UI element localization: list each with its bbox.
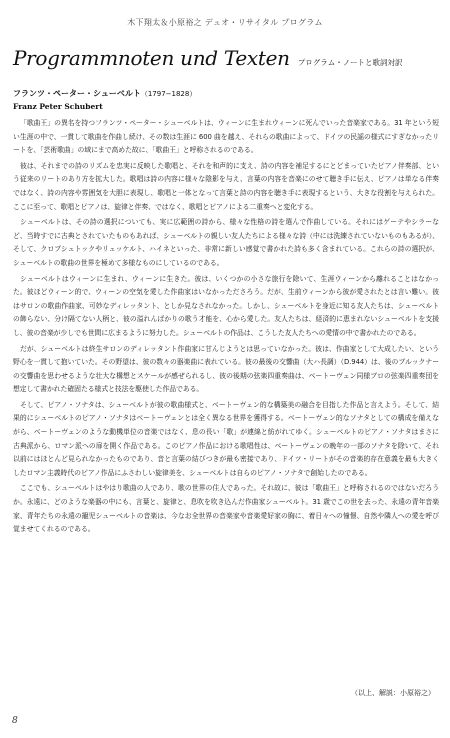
composer-name-en: Franz Peter Schubert (13, 102, 103, 111)
composer-name-ja: フランツ・ペーター・シューベルト (13, 89, 141, 98)
paragraph: シューベルトはウィーンに生まれ、ウィーンに生きた。彼は、いくつかの小さな旅行を除いて、生涯ウィーンから離れることはなかった。彼ほどウィーン的で、ウィーンの空気を愛した作曲家はいなかったださろう。だが、生前ウィーンから彼が愛されたとは言い難い。彼はサロンの歌曲作曲家、可妙なディレッタント、としか見なされなかった。しかし、シューベルトを身近に知る友人たちは、シューベルトの飾らない、分け隔てない人柄と、彼の溢れんばかりの歌う才能を、心から愛した。友人たちは、経済的に恵まれないシューベルトを支援し、彼の音楽が少しでも世間に広まるように努力した。シューベルトの作品は、こうした友人たちへの愛情の中で書かれたのである。 (13, 274, 439, 337)
program-notes-body (13, 117, 439, 539)
page-title (13, 46, 443, 70)
paragraph: シューベルトは、その詩の選択についても、実に広範囲の詩から、様々な性格の詩を選んで作曲している。それにはゲーテやシラーなど、当時すでに古典とされていたものもあれば、シューベルトの親しい友人たちによる様々な詩（中には洗練されていないものもあるが）、そして、クロプシュトックやリュッケルト、ハイネといった、非常に新しい感覚で書かれた詩も多く含まれている。これらの詩の選択が、シューベルトの歌曲の世界を極めて多様なものにしているのである。 (13, 218, 439, 267)
title-subtitle: プログラム・ノートと歌詞対訳 (297, 58, 403, 67)
title-main: Programmnoten und Texten (13, 46, 290, 70)
paragraph: 「歌曲王」の異名を持つフランツ・ペーター・シューベルトは、ウィーンに生まれウィーンに死んでいった音楽家である。31 年という短い生涯の中で、一貫して歌曲を作曲し続け、その数は生涯に 600 曲を越え、それらの歌曲によって、ドイツの民謡の様式にすぎなかったリートを、「芸術歌曲」の域にまで高めた故に、「歌曲王」と呼称されるのである。 (13, 119, 439, 155)
composer-years: （1797−1828） (140, 90, 197, 98)
paragraph: ここでも、シューベルトはやはり歌曲の人であり、歌の世界の住人であった。それ故に、彼は「歌曲王」と呼称されるのではないだろうか。永遠に、どのような楽器の中にも、言葉と、旋律と、息吹を吹き込んだ作曲家シューベルト。31 歳でこの世を去った、永遠の青年音楽家、青年たちの永遠の寵児シューベルトの音楽は、今なお全世界の音楽家や音楽愛好家の胸に、着日々への憧憬、自然や隣人への愛を呼び覚ませてくれるのである。 (13, 484, 439, 534)
author-credit: （以上、解説：小原裕之） (351, 689, 435, 697)
running-head: 木下翔太＆小原裕之 デュオ・リサイタル プログラム (127, 18, 323, 27)
paragraph: 彼は、それまでの詩のリズムを忠実に反映した歌唱と、それを和声的に支え、詩の内容を補足するにとどまっていたピアノ伴奏部、という従来のリートのあり方を拡大した。歌唱は詩の内容に様々な陰影を与え、言葉の内容を音楽にのせて聴き手に伝え、ピアノは単なる伴奏ではなく、詩の内容や雰囲気を大胆に表現し、歌唱と一体となって言葉と詩の内容を聴き手に表現するという、大きな役割を与えられた。ここに至って、歌唱とピアノは、旋律と伴奏、ではなく、歌唱とピアノによる二重奏へと変化する。 (13, 161, 439, 211)
page-number: 8 (12, 716, 18, 726)
composer-heading (13, 88, 196, 99)
paragraph: そして、ピアノ・ソナタは、シューベルトが彼の歌曲様式と、ベートーヴェン的な構築美の融合を目指した作品と言えよう。そして、結果的にシューベルトのピアノ・ソナタはベートーヴェンとは全く異なる世界を獲得する。ベートーヴェン的なソナタとしての構成を備えながら、ベートーヴェンのような動機単位の音楽ではなく、息の長い「歌」が連綿と紡がれてゆく。シューベルトのピアノ・ソナタはまさに古典派から、ロマン派への扉を開く作品である。このピアノ作品における歌唱性は、ベートーヴェンの晩年の一部のソナタを除いて、それ以前にはほとんど見られなかったものであり、音と言葉の結びつきが最も密接であり、ドイツ・リートがその音楽的存在意義を最も大きくしたロマン主義時代のピアノ作品にふさわしい旋律美を、シューベルトは自らのピアノ・ソナタで創始したのである。 (13, 400, 439, 477)
paragraph: だが、シューベルトは終生サロンのディレッタント作曲家に甘んじようとは思っていなかった。彼は、作曲家として大成したい、という野心を一貫して抱いていた。その野望は、彼の数々の器楽曲に表れている。彼の最後の交響曲（大ハ長調）（D.944）は、後のブルックナーの交響曲を思わせるような壮大な構想とスケールが感ぜられるし、彼の後期の弦楽四重奏曲は、ベートーヴェン同様ブロの弦楽四重奏団を想定して書かれた確固たる様式と技法を駆使した作品である。 (13, 344, 439, 394)
